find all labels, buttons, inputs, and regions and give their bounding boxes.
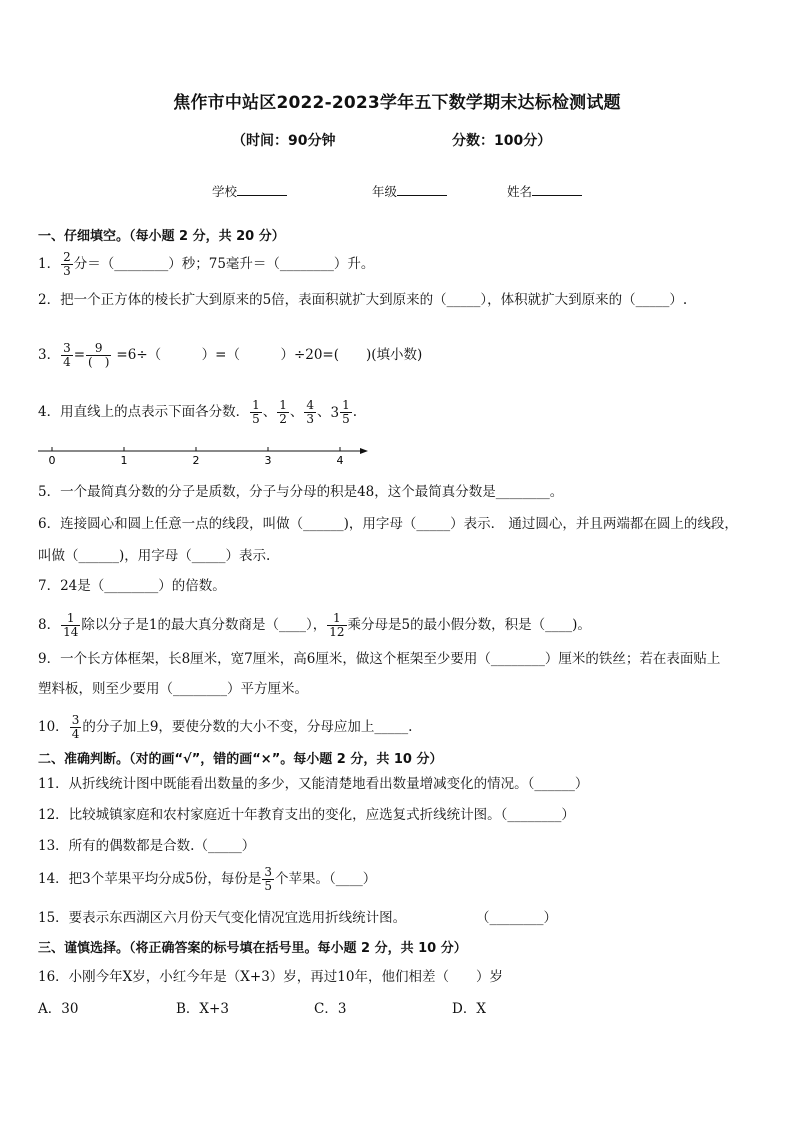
number-line-arrow [360,448,368,454]
q3-text: =6÷（ ）=（ ）÷20=( )(填小数) [116,347,423,363]
school-blank[interactable] [237,182,287,196]
fraction-3-4: $\frac{3}{4}$ [63,341,71,369]
section-1-heading: 一、仔细填空。（每小题 2 分，共 20 分） [38,229,285,244]
section-2-heading: 二、准确判断。（对的画“√”，错的画“×”。每小题 2 分，共 10 分） [38,752,443,767]
number-line-label-0: 0 [48,454,56,467]
q8-number: 8． [38,617,61,633]
question-12: 12．比较城镇家庭和农村家庭近十年教育支出的变化，应选复式折线统计图。（________） [38,807,575,823]
question-6-line-1: 6．连接圆心和圆上任意一点的线段，叫做（______)，用字母（_____）表示． 通过圆心，并且两端都在圆上的线段， [38,516,738,532]
q4-sep-1: 、 [262,404,277,420]
question-9-line-2: 塑料板，则至少要用（________）平方厘米。 [38,681,308,697]
section-3-heading: 三、谨慎选择。（将正确答案的标号填在括号里。每小题 2 分，共 10 分） [38,941,467,956]
question-15-answer: （________） [476,910,557,926]
question-2: 2．把一个正方体的棱长扩大到原来的5倍，表面积就扩大到原来的（_____），体积就扩大到原来的（_____）. [38,292,688,308]
question-6-line-2: 叫做（______)，用字母（_____）表示. [38,548,271,564]
fraction-1-2: $\frac{1}{2}$ [279,398,287,426]
question-10 [38,714,412,741]
q10-number: 10． [38,719,69,735]
q16-option-a[interactable]: A．30 [38,1001,79,1017]
fraction-1-12: $\frac{1}{12}$ [329,611,345,639]
question-11: 11．从折线统计图中既能看出数量的多少，又能清楚地看出数量增减变化的情况。（______） [38,776,589,792]
question-7: 7．24是（________）的倍数。 [38,578,226,594]
q3-equals: = [73,347,86,363]
q8-text-b: 乘分母是5的最小假分数，积是（____)。 [347,617,591,633]
question-8 [38,612,591,639]
q16-option-c[interactable]: C．3 [314,1001,347,1017]
question-5: 5．一个最简真分数的分子是质数，分子与分母的积是48，这个最简真分数是________。 [38,484,564,500]
number-line-label-2: 2 [192,454,200,467]
mixed-number-3-1-5: 3 $\frac{1}{5}$ [330,398,350,426]
name-field[interactable] [507,182,582,200]
question-15: 15．要表示东西湖区六月份天气变化情况宜选用折线统计图。 [38,910,407,926]
q16-option-b[interactable]: B．X+3 [176,1001,229,1017]
fraction-3-4-q10: $\frac{3}{4}$ [71,713,80,741]
number-line-label-1: 1 [120,454,128,467]
page-title: 焦作市中站区2022-2023学年五下数学期末达标检测试题 [173,93,621,113]
school-field[interactable] [212,182,287,200]
q4-end: . [352,404,358,420]
fraction-3-5: $\frac{3}{5}$ [264,865,272,893]
q14-text-a: 14．把3个苹果平均分成5份，每份是 [38,871,262,887]
q14-text-b: 个苹果。（____） [275,871,377,887]
number-line [38,443,368,467]
question-9-line-1: 9．一个长方体框架，长8厘米，宽7厘米，高6厘米，做这个框架至少要用（________）厘米的铁丝；若在表面贴上 [38,651,721,667]
q8-text-a: 除以分子是1的最大真分数商是（____）， [81,617,327,633]
q4-sep-2: 、 [289,404,304,420]
number-line-label-4: 4 [336,454,344,467]
fraction-1-14: $\frac{1}{14}$ [63,611,79,639]
exam-time: （时间：90分钟 [232,133,336,149]
exam-score: 分数：100分） [452,133,552,149]
question-4 [38,399,357,426]
q4-text: 4．用直线上的点表示下面各分数． [38,404,250,420]
grade-label: 年级 [372,184,398,199]
name-label: 姓名 [507,184,533,199]
q16-option-d[interactable]: D．X [452,1001,486,1017]
q4-sep-3: 、 [317,404,331,420]
fraction-2-3: $\frac{2}{3}$ [63,250,71,278]
question-14 [38,866,376,893]
question-13: 13．所有的偶数都是合数.（_____） [38,838,256,854]
fraction-1-5: $\frac{1}{5}$ [252,398,260,426]
fraction-9-blank: $\frac{9}{( )}$ [88,341,110,369]
q10-text: 的分子加上9，要使分数的大小不变，分母应加上_____. [82,719,413,735]
fraction-4-3: $\frac{4}{3}$ [306,398,315,426]
question-16: 16．小刚今年X岁，小红今年是（X+3）岁，再过10年，他们相差（ ）岁 [38,969,503,985]
grade-blank[interactable] [397,182,447,196]
school-label: 学校 [212,184,238,199]
q3-number: 3． [38,347,61,363]
name-blank[interactable] [532,182,582,196]
number-line-label-3: 3 [264,454,272,467]
grade-field[interactable] [372,182,447,200]
q1-number: 1． [38,256,61,272]
question-1 [38,251,374,278]
question-3 [38,342,422,369]
q1-text: 分＝（________）秒；75毫升＝（________）升。 [73,256,375,272]
